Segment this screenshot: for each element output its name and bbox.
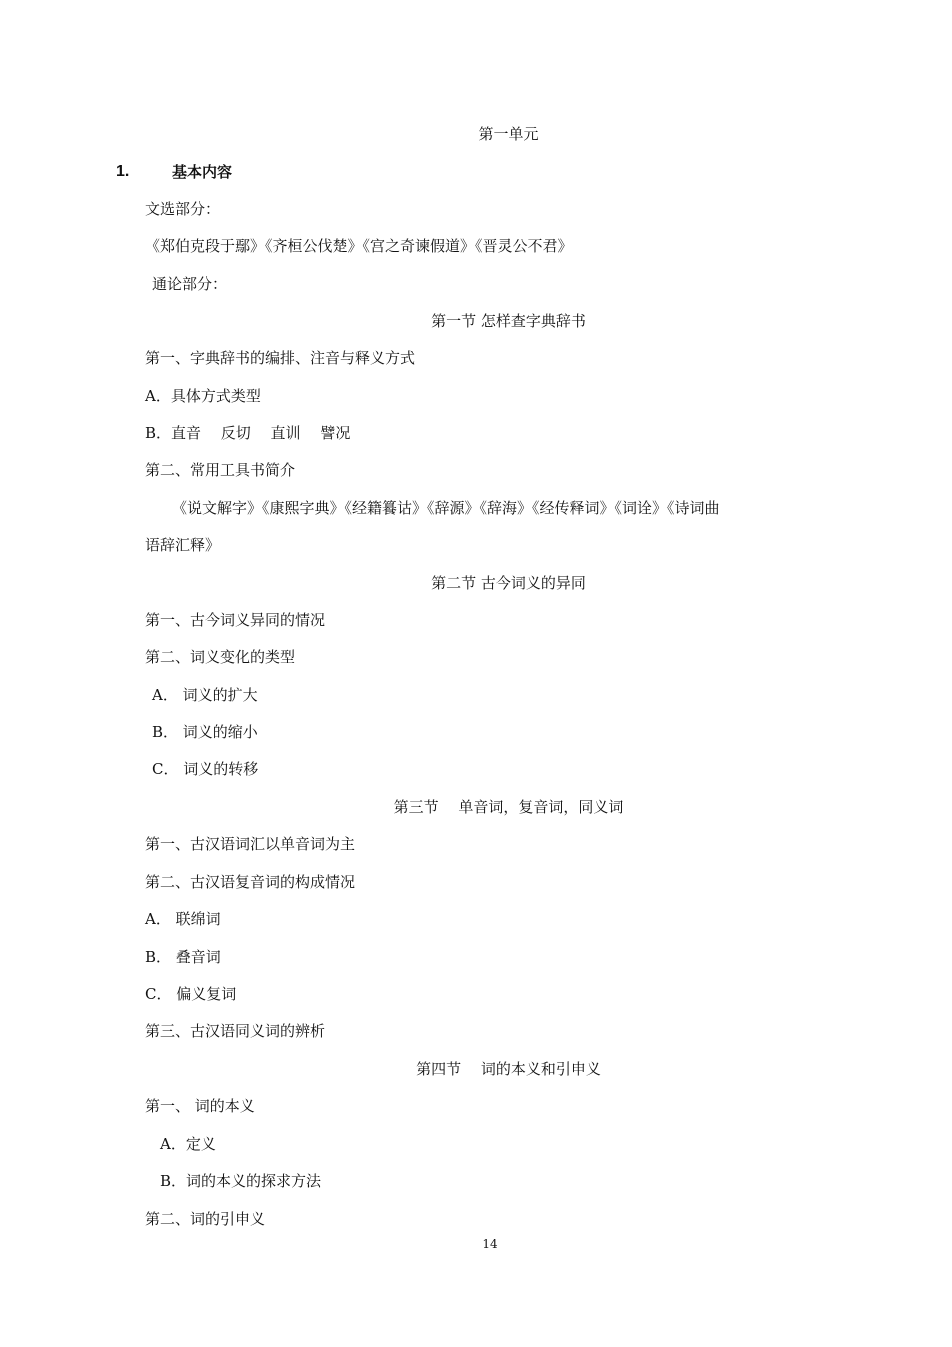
section-3-item-c: C． 偏义复词 [145, 985, 237, 1003]
section-1-title: 第一节 怎样查字典辞书 [431, 312, 586, 330]
section-4-item-a: A．定义 [160, 1135, 216, 1153]
wenxuan-label: 文选部分： [145, 200, 221, 218]
section-1-point-2: 第二、常用工具书简介 [145, 461, 296, 479]
section-1-point-1: 第一、字典辞书的编排、注音与释义方式 [145, 349, 416, 367]
wenxuan-texts: 《郑伯克段于鄢》《齐桓公伐楚》《宫之奇谏假道》《晋灵公不君》 [145, 237, 573, 255]
heading-number: 1. [116, 163, 130, 180]
section-3-point-3: 第三、古汉语同义词的辨析 [145, 1022, 326, 1040]
section-2-item-a: A． 词义的扩大 [152, 686, 258, 704]
page-number: 14 [482, 1237, 498, 1251]
section-4-title: 第四节 词的本义和引申义 [416, 1060, 601, 1078]
unit-title: 第一单元 [478, 125, 539, 143]
section-1-books-line-2: 语辞汇释》 [145, 536, 221, 554]
section-2-title: 第二节 古今词义的异同 [431, 574, 586, 592]
section-2-point-2: 第二、词义变化的类型 [145, 648, 296, 666]
section-3-point-1: 第一、古汉语词汇以单音词为主 [145, 835, 356, 853]
section-3-item-a: A． 联绵词 [145, 910, 221, 928]
tonglun-label: 通论部分： [152, 275, 228, 293]
section-4-point-1: 第一、 词的本义 [145, 1097, 255, 1115]
section-2-item-c: C． 词义的转移 [152, 760, 259, 778]
section-2-item-b: B． 词义的缩小 [152, 723, 258, 741]
section-2-point-1: 第一、古今词义异同的情况 [145, 611, 326, 629]
section-4-point-2: 第二、词的引申义 [145, 1210, 266, 1228]
section-1-item-b: B．直音 反切 直训 譬况 [145, 424, 351, 442]
section-1-books-line-1: 《说文解字》《康熙字典》《经籍籑诂》《辞源》《辞海》《经传释词》《词诠》《诗词曲 [172, 499, 720, 517]
heading-text: 基本内容 [172, 163, 233, 181]
section-4-item-b: B．词的本义的探求方法 [160, 1172, 322, 1190]
section-3-title: 第三节 单音词，复音词，同义词 [393, 798, 624, 816]
section-3-item-b: B． 叠音词 [145, 948, 221, 966]
section-3-point-2: 第二、古汉语复音词的构成情况 [145, 873, 356, 891]
section-1-item-a: A．具体方式类型 [145, 387, 261, 405]
